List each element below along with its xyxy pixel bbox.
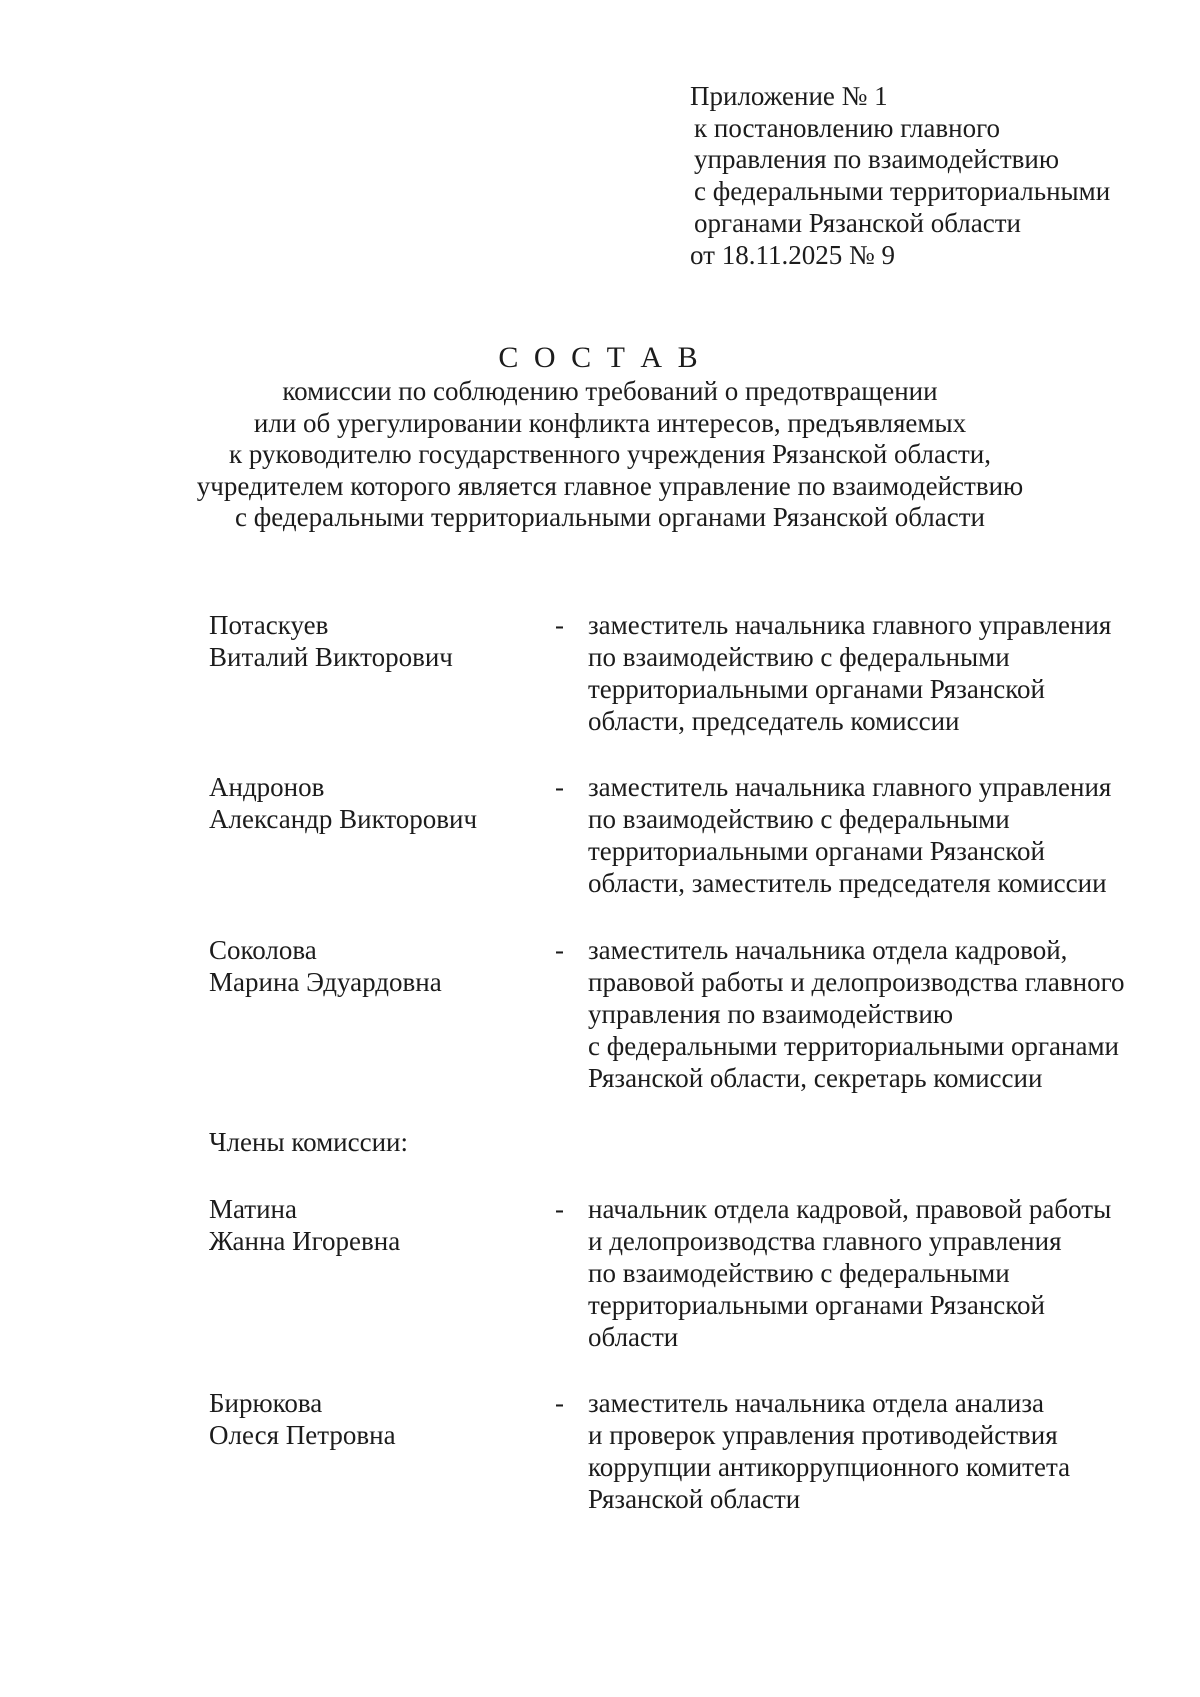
- members-section-label: Члены комиссии:: [209, 1127, 408, 1157]
- subtitle-line: к руководителю государственного учреждения Рязанской области,: [229, 439, 991, 469]
- position-line: коррупции антикоррупционного комитета: [588, 1452, 1071, 1482]
- member-given-names: Жанна Игоревна: [209, 1226, 401, 1256]
- position-line: управления по взаимодействию: [588, 999, 954, 1029]
- member-dash: -: [555, 772, 564, 802]
- document-subtitle: [0, 376, 1200, 534]
- member-surname: Матина: [209, 1194, 297, 1224]
- member-name: [209, 1387, 396, 1451]
- member-position: [588, 1387, 1158, 1515]
- member-position: [588, 1193, 1158, 1353]
- member-position: [588, 609, 1158, 737]
- appendix-line: к постановлению главного: [694, 112, 1000, 143]
- position-line: Рязанской области: [588, 1484, 801, 1514]
- position-line: заместитель начальника главного управления: [588, 610, 1112, 640]
- position-line: Рязанской области, секретарь комиссии: [588, 1063, 1043, 1093]
- position-line: территориальными органами Рязанской: [588, 674, 1045, 704]
- position-line: территориальными органами Рязанской: [588, 1290, 1045, 1320]
- position-line: правовой работы и делопроизводства главного: [588, 967, 1125, 997]
- appendix-line: с федеральными территориальными: [694, 176, 1111, 207]
- member-name: [209, 771, 477, 835]
- subtitle-line: с федеральными территориальными органами Рязанской области: [235, 502, 985, 532]
- position-line: начальник отдела кадровой, правовой работы: [588, 1194, 1112, 1224]
- member-surname: Бирюкова: [209, 1388, 323, 1418]
- appendix-block: [690, 81, 1110, 271]
- subtitle-line: или об урегулировании конфликта интересов, предъявляемых: [253, 407, 967, 438]
- member-given-names: Александр Викторович: [209, 804, 478, 834]
- member-position: [588, 934, 1158, 1094]
- position-line: заместитель начальника отдела анализа: [588, 1388, 1044, 1418]
- member-position: [588, 771, 1158, 899]
- subtitle-line: учредителем которого является главное управление по взаимодействию: [196, 470, 1024, 501]
- member-given-names: Виталий Викторович: [209, 642, 453, 672]
- position-line: и делопроизводства главного управления: [588, 1226, 1062, 1256]
- appendix-line: от 18.11.2025 № 9: [690, 239, 895, 270]
- member-surname: Соколова: [209, 935, 317, 965]
- member-dash: -: [555, 1388, 564, 1418]
- member-name: [209, 609, 453, 673]
- document-heading: [0, 340, 1200, 534]
- position-line: области, заместитель председателя комиссии: [588, 868, 1107, 898]
- member-dash: -: [555, 610, 564, 640]
- position-line: по взаимодействию с федеральными: [588, 804, 1010, 834]
- appendix-line: управления по взаимодействию: [694, 144, 1060, 175]
- position-line: и проверок управления противодействия: [588, 1420, 1058, 1450]
- member-given-names: Марина Эдуардовна: [209, 967, 442, 997]
- position-line: области: [588, 1322, 679, 1352]
- appendix-line: органами Рязанской области: [694, 207, 1021, 238]
- position-line: заместитель начальника главного управления: [588, 772, 1112, 802]
- position-line: территориальными органами Рязанской: [588, 836, 1045, 866]
- document-title: С О С Т А В: [498, 341, 702, 374]
- position-line: с федеральными территориальными органами: [588, 1031, 1119, 1061]
- position-line: по взаимодействию с федеральными: [588, 1258, 1010, 1288]
- member-given-names: Олеся Петровна: [209, 1420, 396, 1450]
- member-dash: -: [555, 1194, 564, 1224]
- subtitle-line: комиссии по соблюдению требований о предотвращении: [282, 376, 938, 406]
- member-surname: Андронов: [209, 772, 325, 802]
- member-name: [209, 1193, 400, 1257]
- position-line: по взаимодействию с федеральными: [588, 642, 1010, 672]
- member-surname: Потаскуев: [209, 610, 329, 640]
- position-line: области, председатель комиссии: [588, 706, 960, 736]
- member-dash: -: [555, 935, 564, 965]
- member-name: [209, 934, 442, 998]
- appendix-line: Приложение № 1: [690, 81, 888, 111]
- position-line: заместитель начальника отдела кадровой,: [588, 935, 1068, 965]
